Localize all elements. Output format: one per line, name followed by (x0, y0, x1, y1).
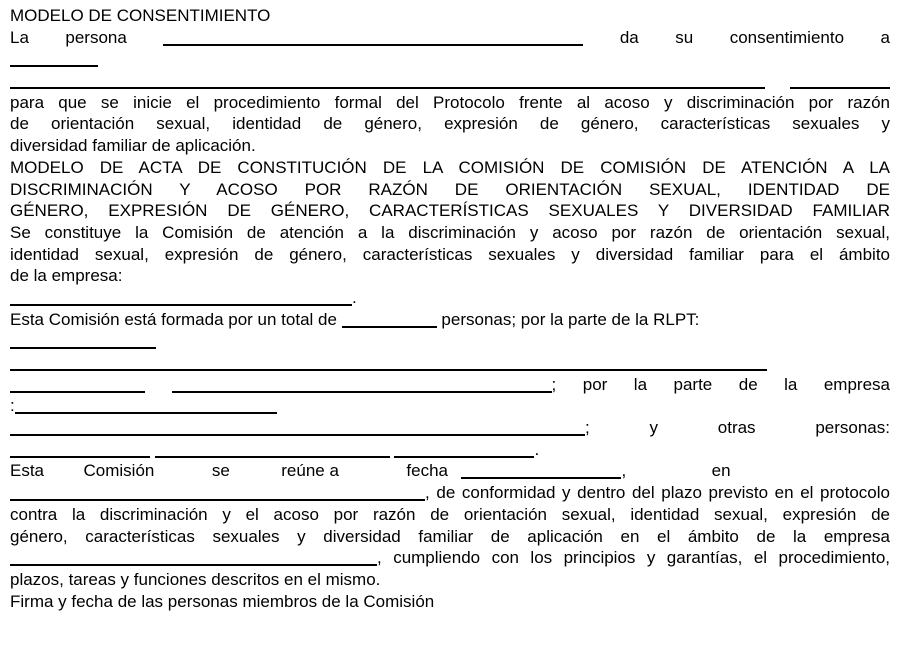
text-run: se (211, 461, 230, 481)
blank-underline (172, 378, 552, 393)
document-line (10, 27, 890, 49)
text-run: fecha (406, 461, 448, 481)
blank-field: . (394, 440, 539, 459)
document-line (10, 352, 890, 374)
document-line (10, 70, 890, 92)
document-line (10, 135, 890, 157)
blank-field (163, 28, 583, 47)
text-run: género, características sexuales y diversidad familiar de aplicación en el ámbito de la empresa (10, 526, 890, 546)
document-line (10, 417, 890, 439)
blank-underline (10, 486, 425, 501)
blank-underline (394, 443, 534, 458)
blank-underline (461, 464, 621, 479)
document-line (10, 482, 890, 504)
blank-underline (10, 52, 98, 67)
document-line (10, 460, 890, 482)
text-run: reúne a (281, 461, 339, 481)
document-line (10, 113, 890, 135)
text-run: identidad sexual, expresión de género, características sexuales y diversidad familiar para el ámbito (10, 244, 890, 264)
text-run: diversidad familiar de aplicación. (10, 136, 256, 156)
blank-field: , (10, 483, 430, 502)
text-run: personas; por la parte de la RLPT: (441, 309, 700, 329)
blank-field: . (10, 288, 357, 307)
blank-field (10, 353, 767, 372)
document-title (10, 5, 890, 27)
document-line (10, 569, 890, 591)
text-run: contra la discriminación y el acoso por razón de orientación sexual, identidad sexual, expresión de (10, 504, 890, 524)
document-line (10, 92, 890, 114)
text-run: Comisión (83, 461, 155, 481)
blank-field (155, 440, 390, 459)
spacer (49, 475, 79, 476)
spacer (159, 475, 207, 476)
document-line (10, 526, 890, 548)
blank-underline (10, 378, 145, 393)
blank-underline (10, 421, 585, 436)
blank-field: ; (10, 418, 590, 437)
text-run: Esta (10, 461, 45, 481)
blank-underline (10, 74, 765, 89)
text-run: de conformidad y dentro del plazo previsto en el protocolo (436, 483, 890, 503)
text-run: GÉNERO, EXPRESIÓN DE GÉNERO, CARACTERÍSTICAS SEXUALES Y DIVERSIDAD FAMILIAR (10, 201, 890, 221)
section-title (10, 179, 890, 201)
document-line (10, 309, 890, 331)
document-line (10, 439, 890, 461)
document-line (10, 547, 890, 569)
text-run: cumpliendo con los principios y garantías, el procedimiento, (393, 548, 890, 568)
spacer (344, 475, 402, 476)
blank-field (790, 71, 890, 90)
blank-field (10, 49, 98, 68)
text-run: por la parte de la empresa (582, 374, 890, 394)
text-run: plazos, tareas y funciones descritos en el mismo. (10, 569, 381, 589)
document-line (10, 265, 890, 287)
blank-underline (163, 31, 583, 46)
blank-underline (15, 399, 277, 414)
text-run: Esta Comisión está formada por un total de (10, 309, 337, 329)
spacer (631, 475, 707, 476)
section-title (10, 200, 890, 222)
spacer (235, 475, 277, 476)
blank-underline (10, 443, 150, 458)
document-line (10, 374, 890, 396)
document-line (10, 330, 890, 352)
text-run: Se constituye la Comisión de atención a la discriminación y acoso por razón de orientación sexual, (10, 222, 890, 242)
text-run: La persona (10, 27, 127, 47)
blank-underline (790, 74, 890, 89)
text-run: de la empresa: (10, 266, 123, 286)
text-run: Firma y fecha de las personas miembros de la Comisión (10, 591, 435, 611)
document-line (10, 48, 890, 70)
blank-field (342, 310, 437, 329)
text-run: para que se inicie el procedimiento formal del Protocolo frente al acoso y discriminación por razón (10, 92, 890, 112)
blank-field: ; (172, 375, 557, 394)
blank-field (10, 440, 150, 459)
spacer (453, 475, 457, 476)
text-run: y otras personas: (649, 418, 890, 438)
blank-underline (155, 443, 390, 458)
blank-underline (10, 356, 767, 371)
document-line (10, 222, 890, 244)
blank-field (10, 331, 156, 350)
document-line (10, 504, 890, 526)
blank-field (10, 71, 765, 90)
text-run: DISCRIMINACIÓN Y ACOSO POR RAZÓN DE ORIENTACIÓN SEXUAL, IDENTIDAD DE (10, 179, 890, 199)
blank-underline (342, 313, 437, 328)
document-line (10, 395, 890, 417)
text-run: de orientación sexual, identidad de género, expresión de género, características sexuales y (10, 114, 890, 134)
blank-field: , (461, 461, 626, 480)
blank-underline (10, 291, 352, 306)
blank-underline (10, 551, 377, 566)
blank-underline (10, 334, 156, 349)
text-run: MODELO DE ACTA DE CONSTITUCIÓN DE LA COMISIÓN DE COMISIÓN DE ATENCIÓN A LA (10, 157, 890, 177)
blank-field: , (10, 548, 382, 567)
text-run: da su consentimiento a (619, 27, 890, 47)
text-run: MODELO DE CONSENTIMIENTO (10, 6, 271, 25)
document-line (10, 244, 890, 266)
blank-field: : (10, 396, 277, 415)
text-run: en (711, 461, 731, 481)
section-title (10, 157, 890, 179)
document-line (10, 591, 890, 613)
blank-field (10, 375, 145, 394)
document-line (10, 287, 890, 309)
